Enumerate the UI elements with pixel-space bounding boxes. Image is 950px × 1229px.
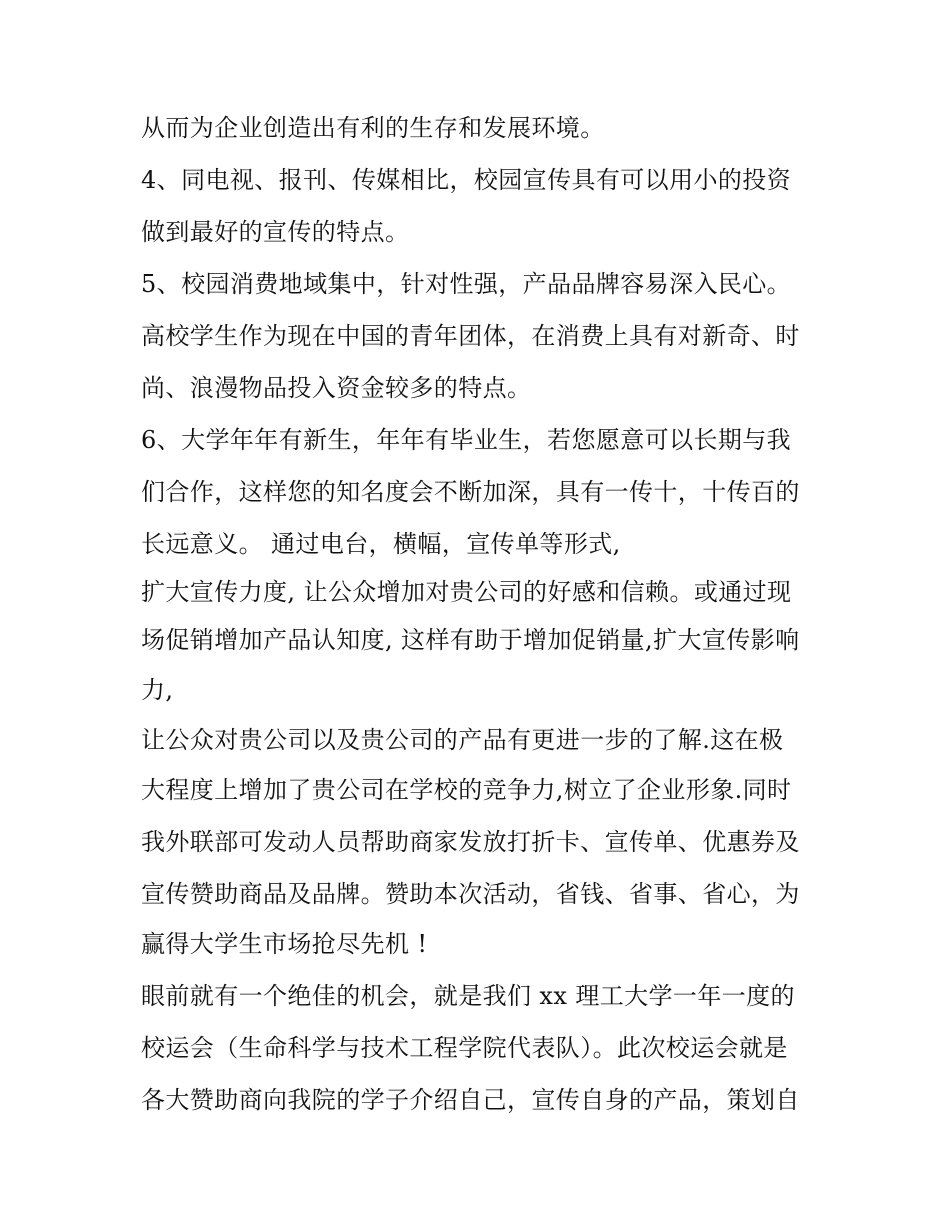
text-line: 长远意义。 通过电台，横幅，宣传单等形式, — [141, 530, 621, 558]
text-line: 做到最好的宣传的特点。 — [141, 218, 410, 246]
text-line: 从而为企业创造出有利的生存和发展环境。 — [141, 114, 605, 142]
text-line: 5、校园消费地域集中，针对性强，产品品牌容易深入民心。 — [141, 270, 792, 298]
text-line: 宣传赞助商品及品牌。赞助本次活动，省钱、省事、省心，为 — [141, 880, 800, 908]
text-line: 校运会（生命科学与技术工程学院代表队）。此次校运会就是 — [141, 1034, 788, 1062]
text-line: 赢得大学生市场抢尽先机 ! — [141, 930, 428, 958]
text-line: 场促销增加产品认知度, 这样有助于增加促销量,扩大宣传影响 — [141, 626, 800, 654]
text-line: 让公众对贵公司以及贵公司的产品有更进一步的了解.这在极 — [141, 726, 784, 754]
text-line: 尚、浪漫物品投入资金较多的特点。 — [141, 374, 532, 402]
text-line: 各大赞助商向我院的学子介绍自己，宣传自身的产品，策划自 — [141, 1086, 800, 1114]
text-line: 们合作，这样您的知名度会不断加深，具有一传十，十传百的 — [141, 478, 800, 506]
text-line: 6、大学年年有新生，年年有毕业生，若您愿意可以长期与我 — [141, 426, 792, 454]
text-line: 4、同电视、报刊、传媒相比，校园宣传具有可以用小的投资 — [141, 166, 792, 194]
text-line: 我外联部可发动人员帮助商家发放打折卡、宣传单、优惠券及 — [141, 828, 800, 856]
text-line: 扩大宣传力度, 让公众增加对贵公司的好感和信赖。或通过现 — [141, 578, 792, 606]
text-line: 高校学生作为现在中国的青年团体，在消费上具有对新奇、时 — [141, 322, 800, 350]
text-line: 眼前就有一个绝佳的机会，就是我们 xx 理工大学一年一度的 — [141, 982, 795, 1010]
text-line: 大程度上增加了贵公司在学校的竞争力,树立了企业形象.同时 — [141, 776, 792, 804]
text-line: 力, — [141, 676, 174, 704]
